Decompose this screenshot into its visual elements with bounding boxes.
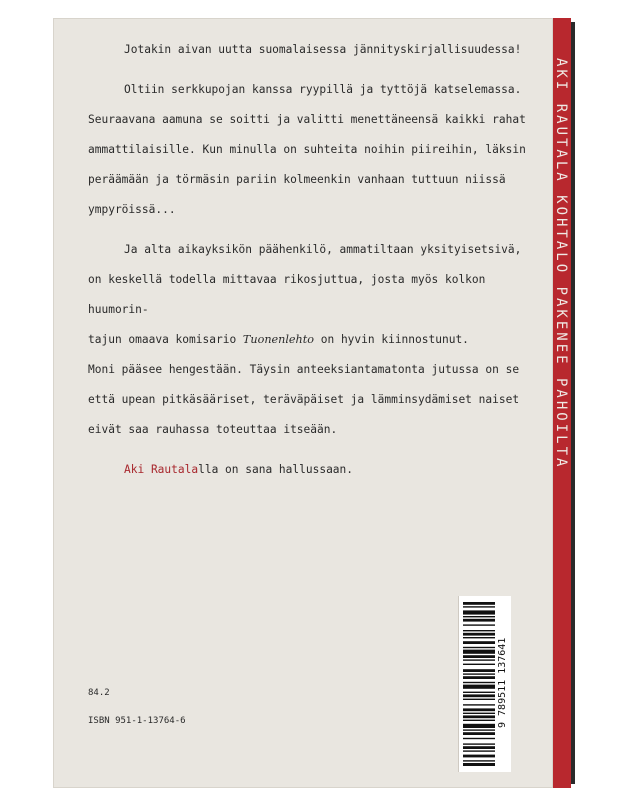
barcode-stripe [463,685,495,689]
barcode-stripe [463,760,495,761]
barcode-stripe [463,713,495,714]
barcode-stripe [463,692,495,693]
barcode-stripe [463,750,495,751]
barcode-stripe [463,619,495,622]
barcode-bars [463,600,495,766]
barcode-stripe [463,610,495,614]
blurb-paragraph-5: Aki Rautalalla on sana hallussaan. [124,463,354,476]
barcode-stripe [463,673,495,674]
barcode-stripe [463,641,495,644]
barcode-stripe [463,715,495,718]
barcode-stripe [463,624,495,625]
barcode-stripe [463,755,495,758]
isbn-number: ISBN 951-1-13764-6 [88,716,186,726]
barcode-stripe [463,699,495,700]
barcode-stripe [463,724,495,728]
barcode-stripe [463,637,495,638]
author-name: Aki Rautala [124,463,199,476]
barcode-stripe [463,630,495,631]
character-name: Tuonenlehto [242,333,314,346]
barcode-stripe [463,729,495,730]
blurb-paragraph-1: Jotakin aivan uutta suomalaisessa jännityskirjallisuudessa! [124,43,522,56]
barcode-stripe [463,669,495,672]
cover-edge [571,22,575,784]
barcode-stripe [463,720,495,721]
barcode-stripe [463,682,495,683]
barcode-stripe [463,659,495,660]
blurb-paragraph-4: Moni pääsee hengestään. Täysin anteeksiantamatonta jutussa on se että upean pitkäsääriset, teräväpäiset ja lämminsydämiset naiset eivät saa rauhassa toteuttaa itseään. [88,363,520,436]
barcode-stripe [463,606,495,607]
barcode-stripe [463,763,495,766]
barcode-stripe [463,650,495,654]
barcode-stripe [463,708,495,711]
barcode-stripe [463,633,495,636]
barcode-stripe [463,655,495,658]
barcode-stripe [463,746,495,749]
isbn-barcode [458,596,511,772]
barcode-stripe [463,732,495,735]
barcode-stripe [463,664,495,665]
blurb-text [88,35,528,495]
barcode-stripe [463,743,495,744]
spine-text: AKI RAUTALA KOHTALO PAKENEE PAHOILTA [553,58,569,470]
book-spine [553,18,571,788]
barcode-stripe [463,647,495,648]
barcode-number: 9 789511 137641 [497,637,508,729]
blurb-paragraph-2: Oltiin serkkupojan kanssa ryypillä ja tyttöjä katselemassa. Seuraavana aamuna se soitti ja valitti menettäneensä kaikki rahat ammattilaisille. Kun minulla on suhteita noihin piireihin, läksin peräämään ja törmäsin pariin kolmeenkin vanhaan tuttuun niissä ympyröissä... [88,83,526,216]
barcode-stripe [463,704,495,705]
barcode-stripe [463,602,495,605]
barcode-stripe [463,738,495,739]
barcode-stripe [463,694,495,697]
barcode-stripe [463,616,495,617]
blurb-paragraph-3: Ja alta aikayksikön päähenkilö, ammatiltaan yksityisetsivä, on keskellä todella mittavaa rikosjuttua, josta myös kolkon huumorin- tajun omaava komisario Tuonenlehto on hyvin kiinnostunut. [88,243,522,346]
barcode-stripe [463,676,495,679]
class-code: 84.2 [88,688,110,698]
